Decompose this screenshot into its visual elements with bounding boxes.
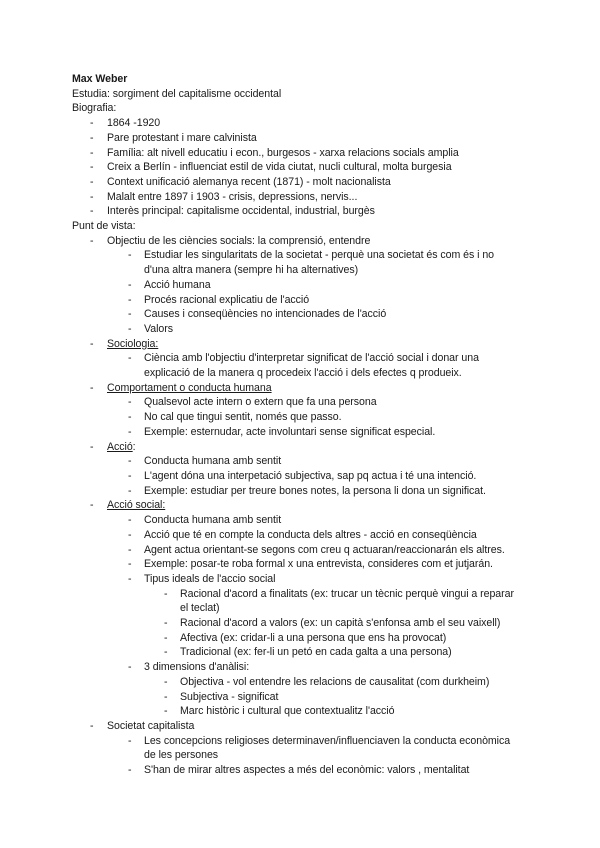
bullet: - xyxy=(128,322,132,335)
list-item xyxy=(72,498,532,513)
bullet: - xyxy=(90,440,94,453)
bullet: - xyxy=(128,661,132,674)
list-item: - Causes i conseqüències no intencionades de l'acció xyxy=(128,308,387,321)
list-item xyxy=(72,719,532,734)
bullet: - xyxy=(128,514,132,527)
bullet: - xyxy=(164,675,168,688)
societat-heading: Societat capitalista xyxy=(107,719,195,732)
sociologia-heading: Sociologia: xyxy=(107,337,159,350)
list-item: - 1864 -1920 xyxy=(90,117,161,130)
list-item: - Tradicional (ex: fer-li un petó en cada galta a una persona) xyxy=(164,646,452,659)
list-item: - Pare protestant i mare calvinista xyxy=(90,131,257,144)
bullet: - xyxy=(128,411,132,424)
bullet: - xyxy=(164,617,168,630)
bullet: - xyxy=(90,381,94,394)
list-item: - Malalt entre 1897 i 1903 - crisis, depressions, nervis... xyxy=(90,190,358,203)
list-item: - L'agent dóna una interpetació subjectiva, sap pq actua i té una intenció. xyxy=(128,469,477,482)
list-item: - Afectiva (ex: cridar-li a una persona que ens ha provocat) xyxy=(164,631,447,644)
document-page xyxy=(72,72,532,778)
list-item: - Racional d'acord a valors (ex: un capità s'enfonsa amb el seu vaixell) xyxy=(164,617,501,630)
bullet: - xyxy=(128,572,132,585)
bullet: - xyxy=(128,455,132,468)
bullet: - xyxy=(128,293,132,306)
bullet: - xyxy=(128,543,132,556)
accio-heading: Acció xyxy=(107,440,133,453)
doc-title: Max Weber xyxy=(72,73,128,85)
bullet: - xyxy=(128,469,132,482)
bullet: - xyxy=(128,528,132,541)
bullet: - xyxy=(90,161,94,174)
list-item: - Objectiu de les ciències socials: la comprensió, entendre xyxy=(90,234,371,247)
list-item: - Procés racional explicatiu de l'acció xyxy=(128,293,310,306)
comportament-heading: Comportament o conducta humana xyxy=(107,381,272,394)
list-item: - 3 dimensions d'anàlisi: xyxy=(128,661,250,674)
list-item: - Subjectiva - significat xyxy=(164,690,279,703)
biografia-heading: Biografia: xyxy=(72,102,117,115)
bullet: - xyxy=(128,558,132,571)
bullet: - xyxy=(164,631,168,644)
list-item: - Agent actua orientant-se segons com creu q actuaran/reaccionarán els altres. xyxy=(128,543,505,556)
list-item: - Interès principal: capitalisme occidental, industrial, burgès xyxy=(90,205,375,218)
bullet: - xyxy=(128,396,132,409)
list-item: - Tipus ideals de l'accio social xyxy=(128,572,276,585)
list-item: - Marc històric i cultural que contextualitz l'acció xyxy=(164,705,395,718)
list-item: - Acció humana xyxy=(128,278,211,291)
list-item: - Racional d'acord a finalitats (ex: trucar un tècnic perquè vingui a reparar el teclat) xyxy=(164,587,514,615)
bullet: - xyxy=(164,690,168,703)
list-item: - Context unificació alemanya recent (1871) - molt nacionalista xyxy=(90,175,391,188)
list-item: - Acció que té en compte la conducta dels altres - acció en conseqüència xyxy=(128,528,477,541)
bullet: - xyxy=(90,131,94,144)
bullet: - xyxy=(128,308,132,321)
bullet: - xyxy=(90,234,94,247)
bullet: - xyxy=(90,117,94,130)
list-item: - Valors xyxy=(128,322,173,335)
list-item: - Ciència amb l'objectiu d'interpretar significat de l'acció social i donar una explicació de la manera q procedeix l'acció i dels efectes q produeix. xyxy=(128,352,479,380)
list-item: - Acció: xyxy=(90,440,136,453)
bullet: - xyxy=(90,499,94,512)
bullet: - xyxy=(164,587,168,600)
list-item: - Exemple: esternudar, acte involuntari sense significat especial. xyxy=(128,425,436,438)
bullet: - xyxy=(128,425,132,438)
list-item: - S'han de mirar altres aspectes a més del econòmic: valors , mentalitat xyxy=(128,764,470,777)
list-item: - Conducta humana amb sentit xyxy=(128,455,282,468)
list-item: - Exemple: posar-te roba formal x una entrevista, consideres com et jutjarán. xyxy=(128,558,493,571)
list-item: - Creix a Berlín - influenciat estil de vida ciutat, nucli cultural, molta burgesia xyxy=(90,161,452,174)
bullet: - xyxy=(90,205,94,218)
bullet: - xyxy=(90,337,94,350)
list-item: - Conducta humana amb sentit xyxy=(128,514,282,527)
bullet: - xyxy=(164,705,168,718)
bullet: - xyxy=(128,352,132,365)
list-item xyxy=(72,337,532,352)
list-item: - Exemple: estudiar per treure bones notes, la persona li dona un significat. xyxy=(128,484,486,497)
list-item: - Les concepcions religioses determinaven/influenciaven la conducta econòmica de les persones xyxy=(128,734,511,762)
accio-social-heading: Acció social: xyxy=(107,499,166,512)
list-item: - Qualsevol acte intern o extern que fa una persona xyxy=(128,396,377,409)
list-item: - Estudiar les singularitats de la societat - perquè una societat és com és i no d'una altra manera (sempre hi ha alternatives) xyxy=(128,249,495,277)
bullet: - xyxy=(128,484,132,497)
bullet: - xyxy=(128,249,132,262)
bullet: - xyxy=(90,190,94,203)
bullet: - xyxy=(164,646,168,659)
bullet: - xyxy=(90,175,94,188)
bullet: - xyxy=(90,146,94,159)
estudia-line: Estudia: sorgiment del capitalisme occidental xyxy=(72,87,282,100)
bullet: - xyxy=(128,764,132,777)
bullet: - xyxy=(128,278,132,291)
bullet: - xyxy=(128,734,132,747)
bullet: - xyxy=(90,719,94,732)
list-item: - No cal que tingui sentit, només que passo. xyxy=(128,411,342,424)
list-item xyxy=(72,381,532,396)
list-item: - Objectiva - vol entendre les relacions de causalitat (com durkheim) xyxy=(164,675,490,688)
punt-de-vista-heading: Punt de vista: xyxy=(72,220,136,233)
list-item: - Família: alt nivell educatiu i econ., burgesos - xarxa relacions socials amplia xyxy=(90,146,459,159)
